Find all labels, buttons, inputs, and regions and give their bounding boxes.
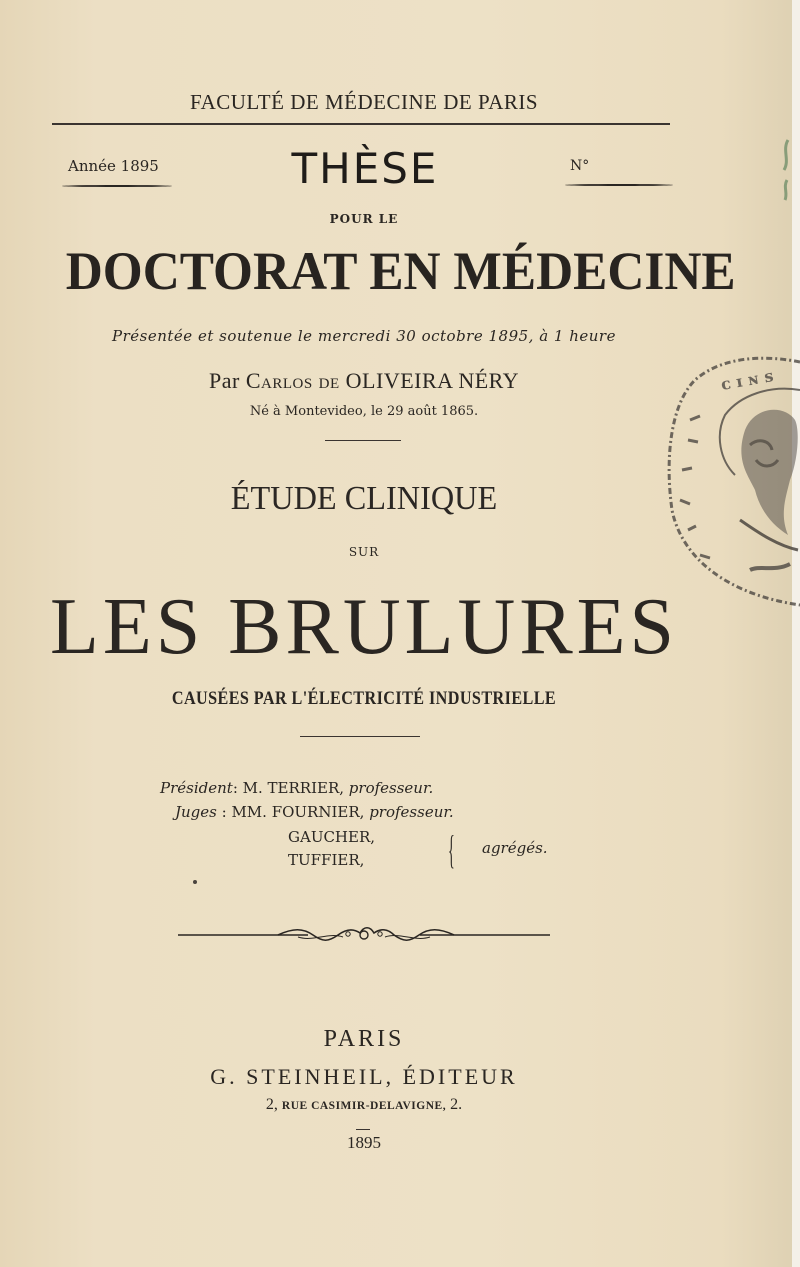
divider-2 — [300, 736, 420, 737]
judge-tuffier: TUFFIER, — [288, 851, 365, 869]
jury-president: Président: M. TERRIER, professeur. — [160, 779, 434, 797]
ink-dot — [193, 880, 197, 884]
number-underline — [565, 184, 673, 186]
presentation-line: Présentée et soutenue le mercredi 30 octobre 1895, à 1 heure — [112, 327, 616, 345]
doctorat-heading: DOCTORAT EN MÉDECINE — [65, 241, 736, 301]
publisher-city: PARIS — [323, 1026, 405, 1052]
birth-line: Né à Montevideo, le 29 août 1865. — [249, 404, 479, 419]
judge-fournier-role: professeur. — [369, 803, 454, 821]
number-label: N° — [570, 158, 590, 174]
margin-mark — [778, 135, 792, 205]
brace-glyph: { — [448, 827, 455, 872]
subtitle: CAUSÉES PAR L'ÉLECTRICITÉ INDUSTRIELLE — [171, 688, 557, 709]
sur-word: SUR — [348, 545, 380, 559]
etude-heading: ÉTUDE CLINIQUE — [230, 480, 498, 517]
year-dash — [356, 1129, 370, 1130]
president-name: M. TERRIER, — [242, 779, 345, 797]
par-word: Par — [209, 368, 240, 393]
president-role: professeur. — [348, 779, 434, 797]
year-label: Année 1895 — [68, 157, 159, 175]
header-rule — [52, 123, 670, 125]
publisher-address: 2, RUE CASIMIR-DELAVIGNE, 2. — [265, 1096, 463, 1113]
author-line — [0, 368, 728, 394]
pour-le: POUR LE — [329, 212, 399, 226]
year-underline — [62, 185, 172, 187]
jury-judges: Juges : MM. FOURNIER, professeur. — [175, 803, 454, 821]
faculty-heading: FACULTÉ DE MÉDECINE DE PARIS — [189, 90, 539, 114]
publisher-name: G. STEINHEIL, ÉDITEUR — [210, 1064, 518, 1089]
publication-year: 1895 — [347, 1133, 381, 1152]
svg-text:ᴄ ɪ ɴ ꜱ: ᴄ ɪ ɴ ꜱ — [719, 366, 775, 394]
ornament-divider — [178, 920, 550, 950]
these-title: THÈSE — [291, 144, 439, 193]
judges-label: Juges — [175, 803, 217, 821]
president-label: Président — [160, 779, 233, 797]
judge-fournier: MM. FOURNIER, — [231, 803, 365, 821]
author-last-name: OLIVEIRA NÉRY — [345, 368, 519, 393]
judge-gaucher: GAUCHER, — [288, 828, 376, 846]
main-title: LES BRULURES — [49, 583, 679, 671]
page-edge — [792, 0, 800, 1267]
library-stamp — [660, 350, 800, 610]
agreges-label: agrégés. — [482, 839, 548, 857]
divider-1 — [325, 440, 401, 441]
author-first-name: Carlos de — [245, 368, 340, 393]
